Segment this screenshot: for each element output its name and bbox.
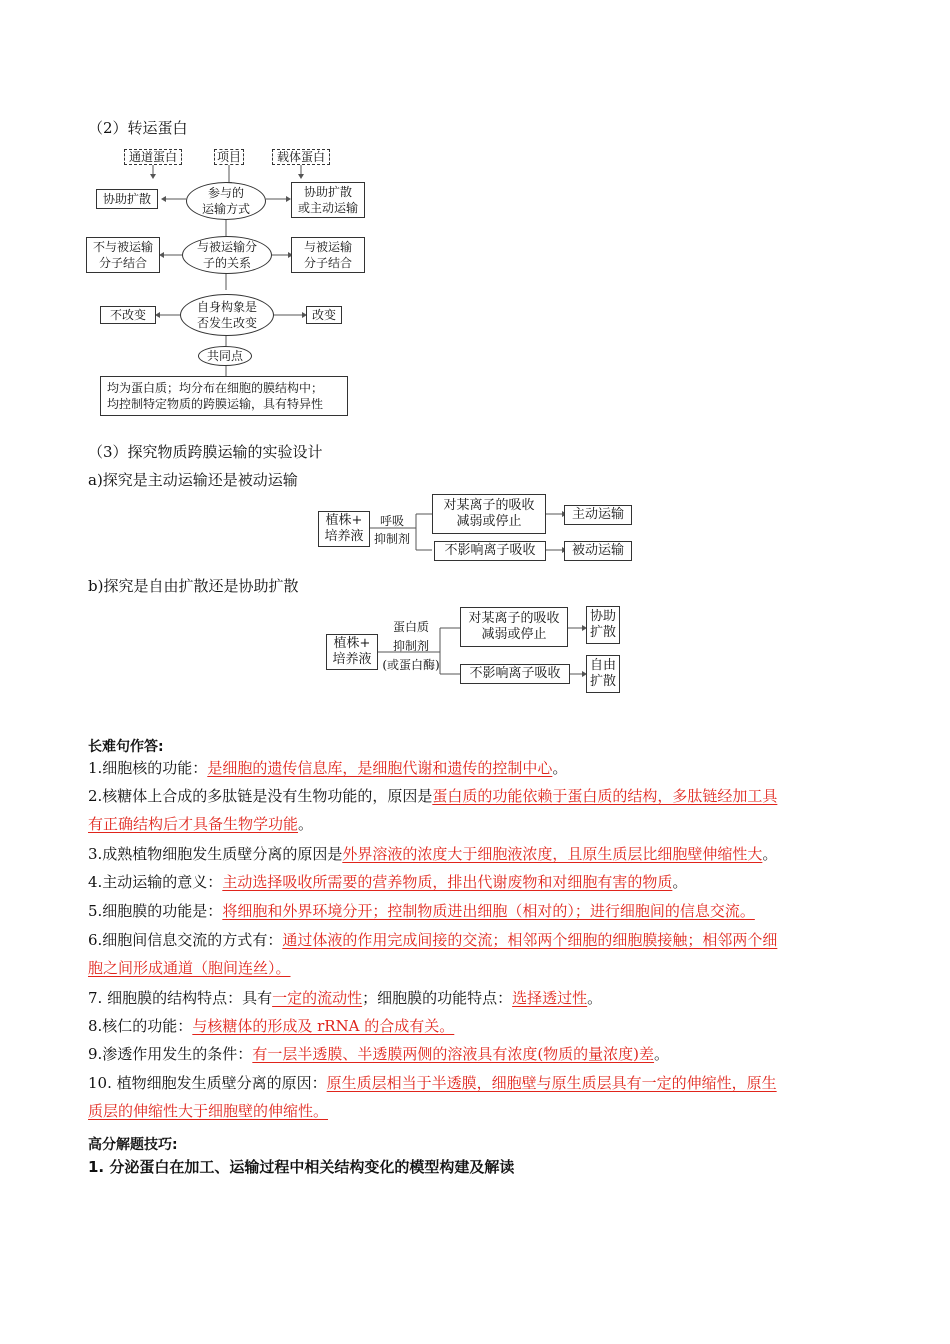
tips-heading: 高分解题技巧: — [88, 1137, 178, 1153]
tips-item-1: 1. 分泌蛋白在加工、运输过程中相关结构变化的模型构建及解读 — [88, 1158, 515, 1176]
diagram-a-result1: 对某离子的吸收 减弱或停止 — [432, 494, 546, 534]
header-carrier-protein: 载体蛋白 — [272, 149, 330, 165]
answer-item-3: 3.成熟植物细胞发生质壁分离的原因是外界溶液的浓度大于细胞液浓度，且原生质层比细胞壁伸缩性大。 — [88, 845, 778, 863]
diagram-b-result2: 不影响离子吸收 — [460, 664, 570, 684]
transport-mode-oval: 参与的 运输方式 — [186, 182, 266, 220]
diagram-a-result2: 不影响离子吸收 — [434, 541, 546, 561]
answer-item-2: 2.核糖体上合成的多肽链是没有生物功能的，原因是蛋白质的功能依赖于蛋白质的结构，多肽链经加工具 有正确结构后才具备生物学功能。 — [88, 787, 778, 833]
answer-item-7: 7. 细胞膜的结构特点：具有一定的流动性；细胞膜的功能特点：选择透过性。 — [88, 989, 603, 1007]
channel-binding: 不与被运输 分子结合 — [86, 237, 160, 273]
section3a-title: a)探究是主动运输还是被动运输 — [88, 471, 298, 489]
diagram-a-start: 植株+ 培养液 — [318, 511, 370, 547]
answer-item-10: 10. 植物细胞发生质壁分离的原因：原生质层相当于半透膜，细胞壁与原生质层具有一定的伸缩性，原生 质层的伸缩性大于细胞壁的伸缩性。 — [88, 1074, 777, 1120]
header-item: 项目 — [214, 149, 244, 165]
section3b-title: b)探究是自由扩散还是协助扩散 — [88, 577, 299, 595]
answer-item-6: 6.细胞间信息交流的方式有：通过体液的作用完成间接的交流；相邻两个细胞的细胞膜接触；相邻两个细 胞之间形成通道（胞间连丝）。 — [88, 931, 778, 977]
answer-item-5: 5.细胞膜的功能是：将细胞和外界环境分开；控制物质进出细胞（相对的）；进行细胞间的信息交流。 — [88, 902, 755, 920]
diagram-a-reagent: 呼吸 抑制剂 — [373, 514, 410, 546]
header-channel-protein: 通道蛋白 — [124, 149, 182, 165]
diagram-b-conclusion1: 协助 扩散 — [586, 606, 620, 644]
common-point-box: 均为蛋白质；均分布在细胞的膜结构中； 均控制特定物质的跨膜运输，具有特异性 — [100, 376, 348, 416]
channel-conformation: 不改变 — [100, 306, 156, 324]
diagram-b-conclusion2: 自由 扩散 — [586, 655, 620, 693]
answer-item-1: 1.细胞核的功能：是细胞的遗传信息库，是细胞代谢和遗传的控制中心。 — [88, 759, 568, 777]
carrier-binding: 与被运输 分子结合 — [291, 237, 365, 273]
section2-title: （2）转运蛋白 — [88, 119, 188, 137]
binding-relation-oval: 与被运输分 子的关系 — [182, 236, 272, 274]
answer-item-9: 9.渗透作用发生的条件：有一层半透膜、半透膜两侧的溶液具有浓度(物质的量浓度)差。 — [88, 1045, 670, 1063]
conformation-oval: 自身构象是 否发生改变 — [180, 294, 274, 336]
answer-item-4: 4.主动运输的意义：主动选择吸收所需要的营养物质，排出代谢废物和对细胞有害的物质。 — [88, 873, 688, 891]
channel-transport-mode: 协助扩散 — [96, 189, 158, 209]
diagram-a-conclusion1: 主动运输 — [564, 505, 632, 525]
diagram-b-start: 植株+ 培养液 — [326, 634, 378, 670]
long-answers-heading: 长难句作答: — [88, 739, 164, 755]
diagram-b-result1: 对某离子的吸收 减弱或停止 — [460, 607, 568, 647]
section3-title: （3）探究物质跨膜运输的实验设计 — [88, 443, 323, 461]
common-point-oval: 共同点 — [198, 346, 252, 366]
diagram-b-reagent: 蛋白质 抑制剂 (或蛋白酶) — [382, 620, 440, 672]
carrier-conformation: 改变 — [306, 306, 342, 324]
answer-item-8: 8.核仁的功能：与核糖体的形成及 rRNA 的合成有关。 — [88, 1017, 455, 1035]
carrier-transport-mode: 协助扩散 或主动运输 — [291, 182, 365, 218]
diagram-a-conclusion2: 被动运输 — [564, 541, 632, 561]
